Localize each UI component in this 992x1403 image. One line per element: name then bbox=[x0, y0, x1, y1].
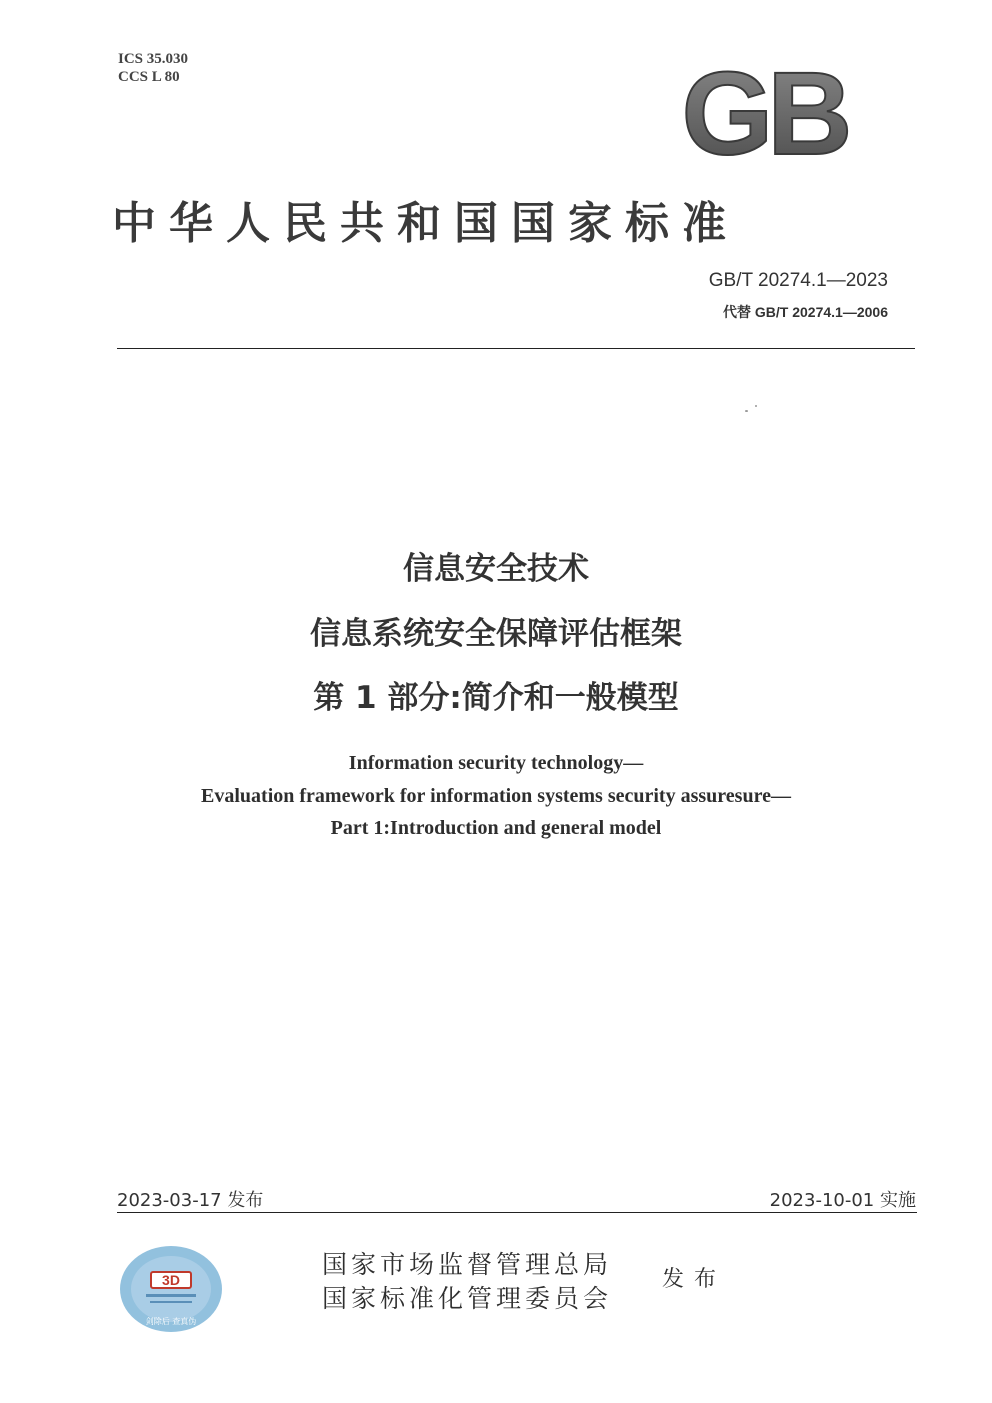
svg-text:3D: 3D bbox=[162, 1272, 180, 1288]
scan-speck bbox=[755, 405, 757, 407]
anti-counterfeit-seal bbox=[118, 1244, 224, 1334]
issuer-sac: 国家标准化管理委员会 bbox=[322, 1284, 613, 1313]
title-en-line1: Information security technology— bbox=[348, 752, 644, 774]
issue-verb: 发布 bbox=[662, 1267, 727, 1292]
title-cn-line3: 第 1 部分:简介和一般模型 bbox=[313, 680, 679, 716]
gb-logo bbox=[666, 62, 862, 166]
gb-logo-text: GB bbox=[681, 62, 847, 166]
title-en-line3: Part 1:Introduction and general model bbox=[330, 817, 662, 839]
release-date: 2023-03-17 发布 bbox=[117, 1190, 264, 1211]
top-divider bbox=[117, 348, 915, 349]
scan-speck bbox=[745, 410, 748, 412]
standard-number: GB/T 20274.1—2023 bbox=[708, 270, 888, 291]
ics-code: ICS 35.030 bbox=[118, 51, 189, 67]
national-standard-title: 中华人民共和国国家标准 bbox=[112, 198, 739, 249]
title-en-line2: Evaluation framework for information systems security assuresure— bbox=[201, 785, 791, 807]
issuer-samr: 国家市场监督管理总局 bbox=[322, 1250, 613, 1279]
ccs-code: CCS L 80 bbox=[118, 69, 180, 85]
title-cn-line2: 信息系统安全保障评估框架 bbox=[310, 616, 682, 652]
replaces-standard: 代替 GB/T 20274.1—2006 bbox=[723, 304, 888, 320]
implementation-date: 2023-10-01 实施 bbox=[769, 1190, 916, 1211]
classification-codes bbox=[118, 50, 188, 86]
seal-caption: 剑除后 查真伪 bbox=[145, 1317, 197, 1326]
bottom-divider bbox=[117, 1212, 917, 1213]
title-cn-line1: 信息安全技术 bbox=[403, 551, 589, 587]
